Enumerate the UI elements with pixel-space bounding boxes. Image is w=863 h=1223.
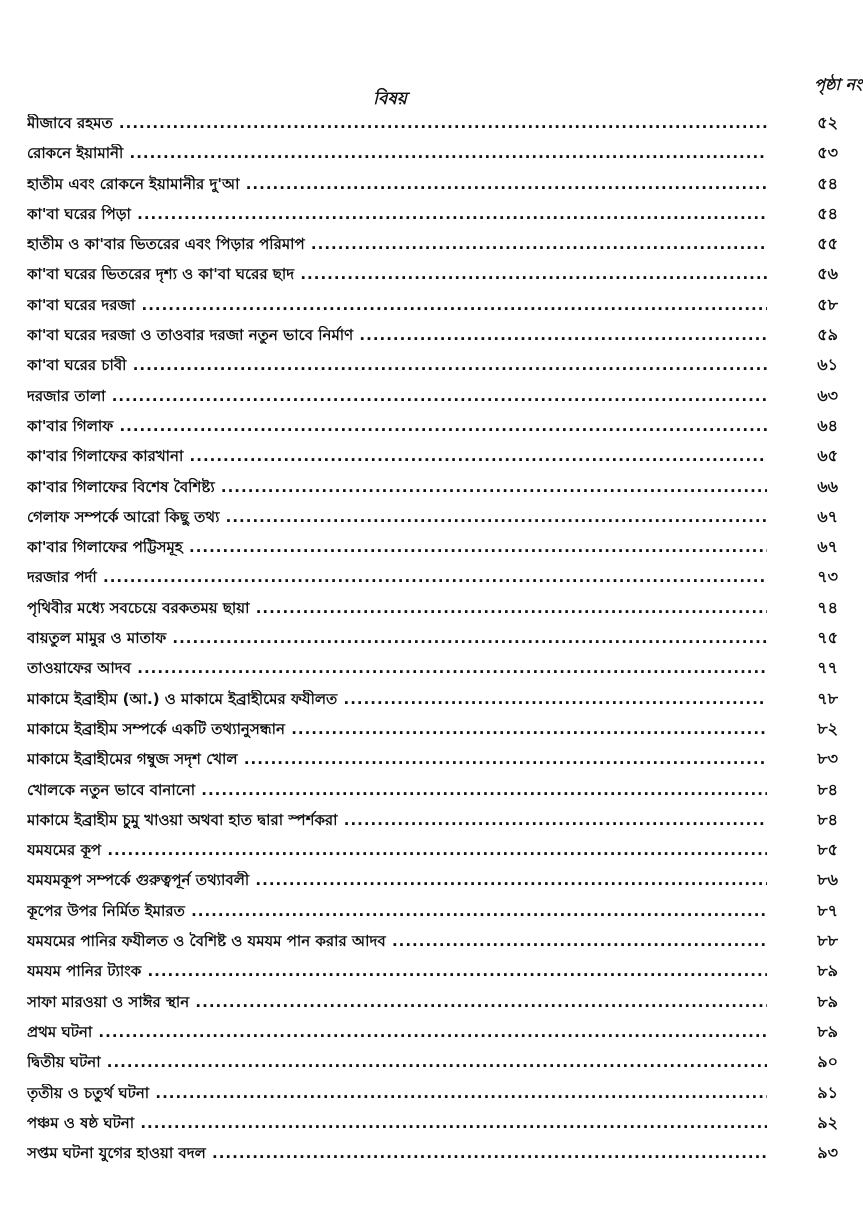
toc-entry-page-number: ৫৬ bbox=[817, 264, 838, 284]
toc-entry bbox=[0, 1110, 863, 1140]
toc-entry-title: তাওয়াফের আদব ..... bbox=[27, 659, 767, 677]
toc-entry bbox=[0, 383, 863, 413]
toc-entry bbox=[0, 140, 863, 170]
toc-entry-page-number: ৮৭ bbox=[817, 900, 838, 920]
toc-entry-title: মাকামে ইব্রাহীম সম্পর্কে একটি তথ্যানুসন্ধান ..... bbox=[27, 720, 767, 738]
toc-entry-page-number: ৮৪ bbox=[817, 779, 838, 799]
toc-entry bbox=[0, 110, 863, 140]
toc-entry-page-number: ৬৩ bbox=[817, 385, 838, 405]
toc-entry-page-number: ৬৬ bbox=[817, 476, 838, 496]
toc-entry-page-number: ৫৩ bbox=[817, 143, 838, 163]
toc-entry-page-number: ৫৪ bbox=[817, 203, 838, 223]
toc-entry bbox=[0, 504, 863, 534]
toc-entry-page-number: ৫২ bbox=[817, 113, 838, 132]
toc-entry-page-number: ৮২ bbox=[817, 718, 838, 738]
toc-entry-page-number: ৮৫ bbox=[817, 840, 838, 860]
toc-entry-title: কা'বা ঘরের দরজা ও তাওবার দরজা নতুন ভাবে নির্মাণ ..... bbox=[27, 326, 767, 344]
toc-entry-title: কা'বা ঘরের ভিতরের দৃশ্য ও কা'বা ঘরের ছাদ ..... bbox=[27, 265, 767, 283]
toc-entry-page-number: ৬৭ bbox=[817, 537, 838, 557]
toc-entry bbox=[0, 898, 863, 928]
toc-entry-page-number: ৭৭ bbox=[817, 658, 838, 678]
toc-entry-page-number: ৯২ bbox=[817, 1112, 838, 1132]
toc-entry-title: মাকামে ইব্রাহীম (আ.) ও মাকামে ইব্রাহীমের ফযীলত ..... bbox=[27, 690, 767, 708]
toc-entry bbox=[0, 777, 863, 807]
toc-entry-title: পঞ্চম ও ষষ্ঠ ঘটনা ..... bbox=[27, 1114, 767, 1132]
toc-entry bbox=[0, 867, 863, 897]
toc-entry-page-number: ৫৯ bbox=[817, 325, 838, 345]
toc-entry bbox=[0, 171, 863, 201]
toc-entry-page-number: ৮৪ bbox=[817, 809, 838, 829]
toc-entry-title: দরজার পর্দা ..... bbox=[27, 568, 767, 586]
toc-entry-title: কা'বার গিলাফের কারখানা ..... bbox=[27, 447, 767, 465]
toc-entry bbox=[0, 595, 863, 625]
table-of-contents bbox=[0, 110, 863, 1170]
toc-entry-page-number: ৮৬ bbox=[817, 870, 838, 890]
toc-entry bbox=[0, 958, 863, 988]
toc-entry-page-number: ৮৯ bbox=[817, 961, 838, 981]
toc-entry bbox=[0, 837, 863, 867]
toc-entry bbox=[0, 261, 863, 291]
toc-entry bbox=[0, 534, 863, 564]
toc-entry bbox=[0, 474, 863, 504]
toc-entry bbox=[0, 413, 863, 443]
toc-entry-title: খোলকে নতুন ভাবে বানানো ..... bbox=[27, 781, 767, 799]
toc-entry-page-number: ৬৪ bbox=[817, 415, 838, 435]
toc-entry-title: হাতীম ও কা'বার ভিতরের এবং পিড়ার পরিমাপ ..... bbox=[27, 235, 767, 253]
toc-entry bbox=[0, 716, 863, 746]
toc-entry bbox=[0, 292, 863, 322]
toc-entry-page-number: ৯১ bbox=[817, 1082, 838, 1102]
toc-entry-title: যমযমকূপ সম্পর্কে গুরুত্বপূর্ন তথ্যাবলী ..... bbox=[27, 871, 767, 889]
toc-entry-page-number: ৭৪ bbox=[817, 597, 838, 617]
toc-entry-title: যমযম পানির ট্যাংক ..... bbox=[27, 962, 767, 980]
toc-entry bbox=[0, 746, 863, 776]
toc-entry-title: কূপের উপর নির্মিত ইমারত ..... bbox=[27, 902, 767, 920]
toc-entry-title: মাকামে ইব্রাহীম চুমু খাওয়া অথবা হাত দ্বারা স্পর্শকরা ..... bbox=[27, 811, 767, 829]
toc-entry-title: কা'বার গিলাফের পট্টিসমূহ ..... bbox=[27, 538, 767, 556]
toc-entry bbox=[0, 1049, 863, 1079]
toc-entry-title: মাকামে ইব্রাহীমের গম্বুজ সদৃশ খোল ..... bbox=[27, 750, 767, 768]
toc-entry-title: সাফা মারওয়া ও সাঈর স্থান ..... bbox=[27, 993, 767, 1011]
toc-entry-page-number: ৬৫ bbox=[817, 446, 838, 466]
toc-entry bbox=[0, 443, 863, 473]
toc-entry-title: গেলাফ সম্পর্কে আরো কিছু তথ্য ..... bbox=[27, 508, 767, 526]
toc-entry bbox=[0, 1019, 863, 1049]
toc-entry-title: কা'বার গিলাফ ..... bbox=[27, 417, 767, 435]
toc-entry-title: হাতীম এবং রোকনে ইয়ামানীর দু'আ ..... bbox=[27, 175, 767, 193]
toc-entry-page-number: ৫৫ bbox=[817, 234, 838, 254]
toc-entry-page-number: ৮৮ bbox=[817, 931, 838, 951]
toc-entry-title: কা'বার গিলাফের বিশেষ বৈশিষ্ট্য ..... bbox=[27, 478, 767, 496]
toc-entry-page-number: ৭৫ bbox=[817, 628, 838, 648]
toc-entry bbox=[0, 231, 863, 261]
toc-entry bbox=[0, 322, 863, 352]
toc-entry bbox=[0, 201, 863, 231]
toc-entry-title: বায়তুল মামুর ও মাতাফ ..... bbox=[27, 629, 767, 647]
toc-entry-title: কা'বা ঘরের চাবী ..... bbox=[27, 356, 767, 374]
toc-entry-title: প্রথম ঘটনা ..... bbox=[27, 1023, 767, 1041]
toc-entry-page-number: ৯৩ bbox=[817, 1143, 838, 1163]
toc-entry-page-number: ৭৩ bbox=[817, 567, 838, 587]
toc-entry bbox=[0, 928, 863, 958]
toc-entry-title: কা'বা ঘরের দরজা ..... bbox=[27, 296, 767, 314]
toc-entry bbox=[0, 655, 863, 685]
toc-entry bbox=[0, 989, 863, 1019]
subject-column-header: বিষয় bbox=[373, 89, 407, 109]
toc-entry-page-number: ৫৪ bbox=[817, 173, 838, 193]
toc-entry-title: মীজাবে রহমত ..... bbox=[27, 114, 767, 132]
toc-entry bbox=[0, 686, 863, 716]
page-number-column-header: পৃষ্ঠা নং bbox=[814, 75, 862, 94]
toc-entry-page-number: ৬৭ bbox=[817, 506, 838, 526]
toc-entry-page-number: ৮৯ bbox=[817, 991, 838, 1011]
toc-entry-title: রোকনে ইয়ামানী ..... bbox=[27, 144, 767, 162]
toc-entry-page-number: ৯০ bbox=[817, 1052, 838, 1072]
toc-entry-page-number: ৮৩ bbox=[817, 749, 838, 769]
toc-entry-page-number: ৫৮ bbox=[817, 294, 838, 314]
toc-entry bbox=[0, 1080, 863, 1110]
toc-entry bbox=[0, 625, 863, 655]
toc-entry-page-number: ৭৮ bbox=[817, 688, 838, 708]
toc-entry-title: পৃথিবীর মধ্যে সবচেয়ে বরকতময় ছায়া ..... bbox=[27, 599, 767, 617]
toc-entry-page-number: ৬১ bbox=[817, 355, 838, 375]
toc-entry bbox=[0, 807, 863, 837]
toc-entry bbox=[0, 1140, 863, 1170]
toc-entry-title: দ্বিতীয় ঘটনা ..... bbox=[27, 1053, 767, 1071]
toc-entry-title: সপ্তম ঘটনা যুগের হাওয়া বদল ..... bbox=[27, 1144, 767, 1162]
toc-entry-title: তৃতীয় ও চতুর্থ ঘটনা ..... bbox=[27, 1084, 767, 1102]
toc-entry bbox=[0, 352, 863, 382]
toc-entry-title: কা'বা ঘরের পিড়া ..... bbox=[27, 205, 767, 223]
toc-entry-title: দরজার তালা ..... bbox=[27, 387, 767, 405]
toc-entry-page-number: ৮৯ bbox=[817, 1021, 838, 1041]
toc-entry bbox=[0, 564, 863, 594]
toc-entry-title: যমযমের পানির ফযীলত ও বৈশিষ্ট ও যমযম পান করার আদব ..... bbox=[27, 932, 767, 950]
toc-entry-title: যমযমের কূপ ..... bbox=[27, 841, 767, 859]
